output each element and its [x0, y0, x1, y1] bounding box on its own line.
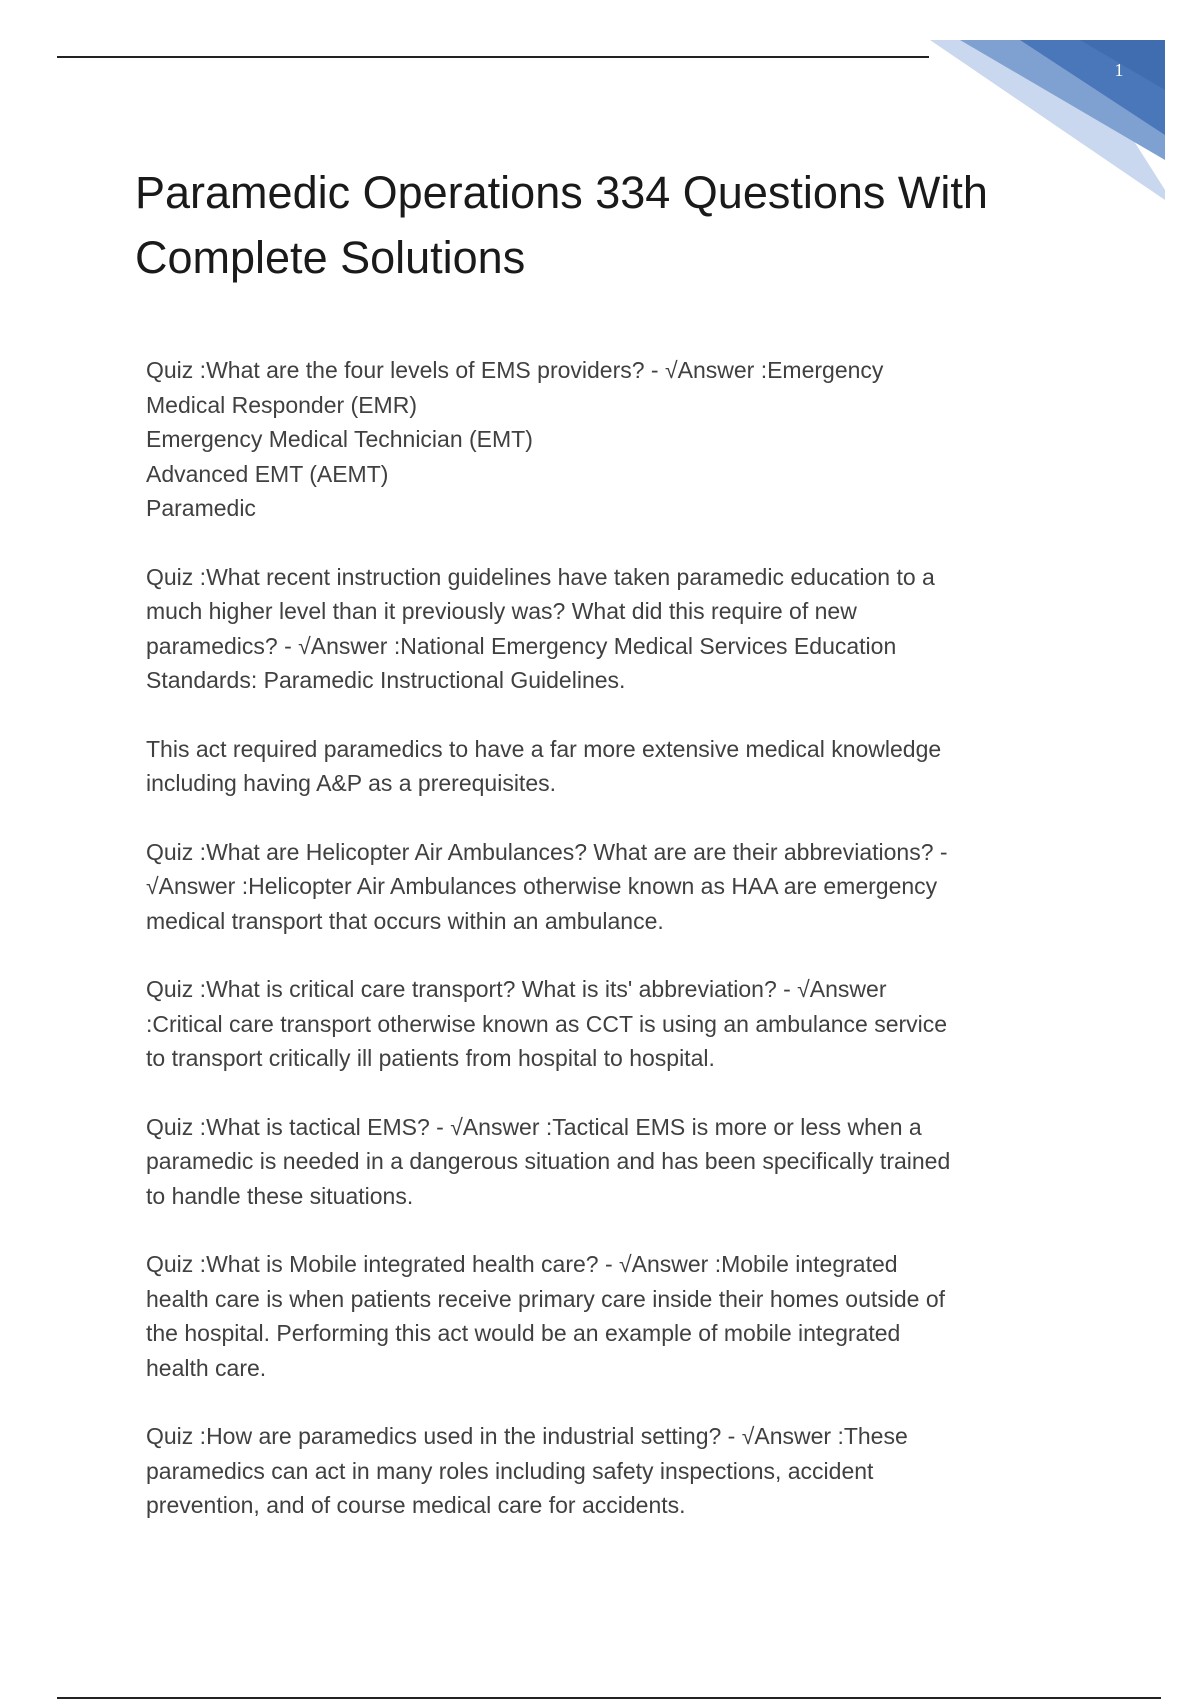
- qa-paragraph: Quiz :What is critical care transport? What is its' abbreviation? - √Answer :Critical care transport otherwise known as CCT is using an ambulance service to transport critically ill patients from hospital to hospital.: [146, 976, 948, 1071]
- header-rule: [57, 56, 929, 58]
- qa-paragraph: Quiz :What recent instruction guidelines have taken paramedic education to a much higher level than it previously was? What did this require of new paramedics? - √Answer :National Emergency Medical Services Education Standards: Paramedic Instructional Guidelines.: [146, 563, 935, 693]
- qa-paragraph: Quiz :How are paramedics used in the industrial setting? - √Answer :These paramedics can act in many roles including safety inspections, accident prevention, and of course medical care for accidents.: [146, 1423, 908, 1518]
- qa-paragraph: Quiz :What are Helicopter Air Ambulances? What are are their abbreviations? - √Answer :Helicopter Air Ambulances otherwise known as HAA are emergency medical transport that occurs within an ambulance.: [146, 838, 948, 934]
- qa-paragraph: Quiz :What is Mobile integrated health care? - √Answer :Mobile integrated health care is when patients receive primary care inside their homes outside of the hospital. Performing this act would be an example of mobile integrated health care.: [146, 1251, 946, 1381]
- document-title: Paramedic Operations 334 Questions With Complete Solutions: [135, 167, 988, 283]
- qa-paragraph: This act required paramedics to have a far more extensive medical knowledge including having A&P as a prerequisites.: [146, 735, 942, 796]
- qa-paragraph: Quiz :What is tactical EMS? - √Answer :Tactical EMS is more or less when a paramedic is needed in a dangerous situation and has been specifically trained to handle these situations.: [146, 1113, 951, 1209]
- document-body: [146, 353, 1076, 1557]
- qa-paragraph: Quiz :What are the four levels of EMS providers? - √Answer :Emergency Medical Responder (EMR) Emergency Medical Technician (EMT) Advanced EMT (AEMT) Paramedic: [146, 357, 884, 521]
- page-number: 1: [1114, 60, 1124, 80]
- footer-rule: [57, 1697, 1161, 1699]
